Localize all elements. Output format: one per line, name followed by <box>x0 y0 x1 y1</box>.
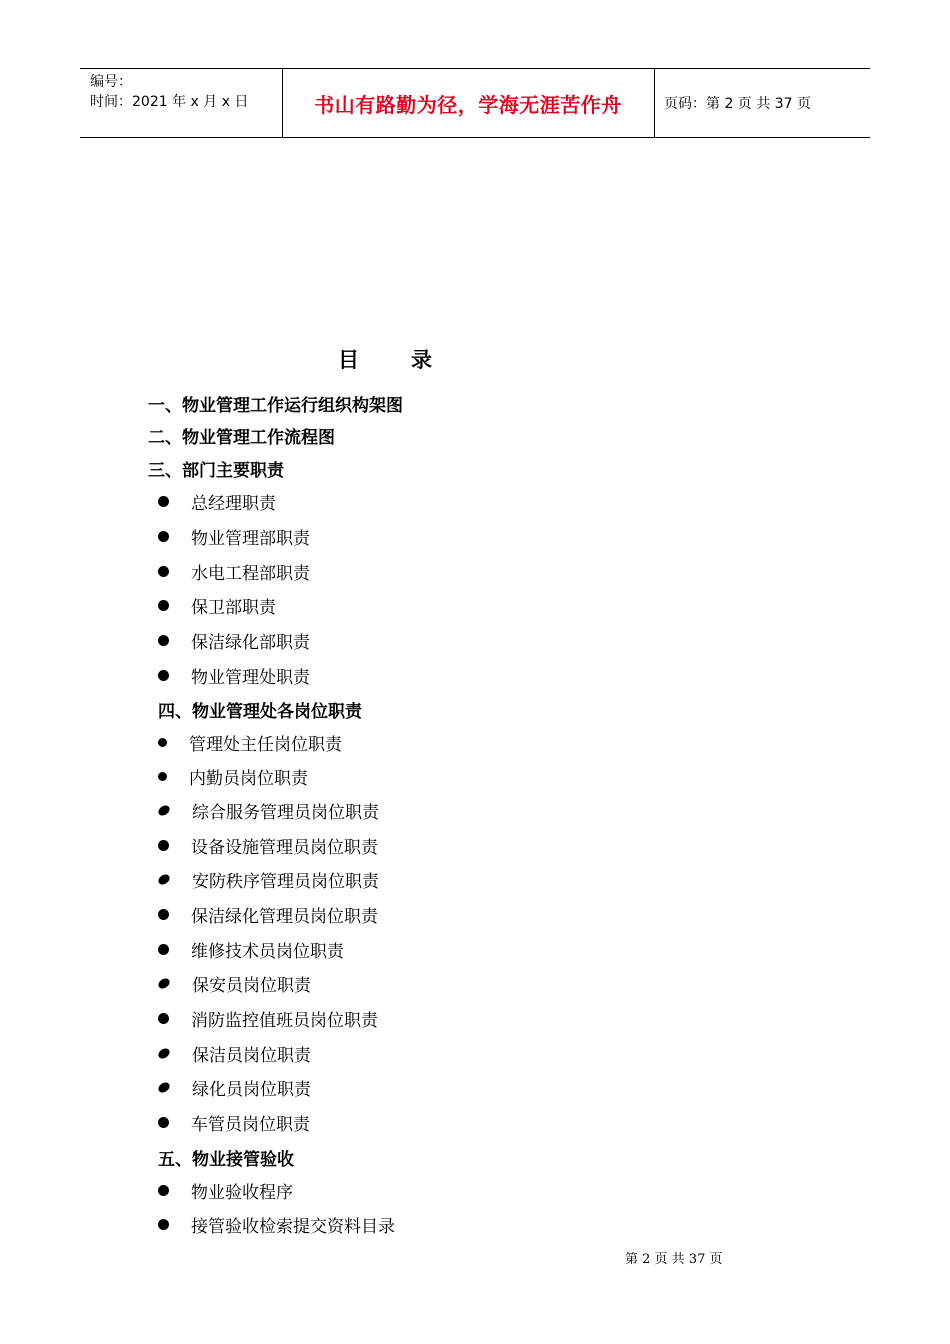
header-left-cell <box>90 72 248 112</box>
toc-item: 物业验收程序 <box>158 1178 293 1203</box>
bullet-icon <box>157 1046 172 1060</box>
bullet-icon <box>158 496 169 507</box>
toc-item: 保洁绿化部职责 <box>158 628 310 653</box>
page-header <box>80 68 870 138</box>
toc-item: 综合服务管理员岗位职责 <box>158 798 379 823</box>
bullet-icon <box>157 1080 172 1094</box>
header-motto: 书山有路勤为径，学海无涯苦作舟 <box>314 92 622 117</box>
toc-item: 物业管理处职责 <box>158 663 310 688</box>
bullet-icon <box>158 1219 169 1230</box>
bullet-icon <box>158 566 169 577</box>
toc-item: 安防秩序管理员岗位职责 <box>158 867 379 892</box>
bullet-icon <box>158 1013 169 1024</box>
toc-title <box>338 344 432 374</box>
toc-item: 水电工程部职责 <box>158 559 310 584</box>
toc-item: 接管验收检索提交资料目录 <box>158 1212 395 1237</box>
toc-item: 绿化员岗位职责 <box>158 1075 311 1100</box>
bullet-icon <box>158 944 169 955</box>
toc-title-left: 目 <box>338 347 359 372</box>
toc-item: 内勤员岗位职责 <box>158 764 308 789</box>
bullet-icon <box>158 772 167 781</box>
bullet-icon <box>158 531 169 542</box>
toc-title-right: 录 <box>411 347 432 372</box>
bullet-icon <box>158 840 169 851</box>
bullet-icon <box>157 803 172 817</box>
number-label: 编号： <box>90 74 132 90</box>
toc-item: 车管员岗位职责 <box>158 1110 310 1135</box>
toc-item: 消防监控值班员岗位职责 <box>158 1006 378 1031</box>
bullet-icon <box>158 635 169 646</box>
bullet-icon <box>158 600 169 611</box>
bullet-icon <box>158 670 169 681</box>
toc-item: 管理处主任岗位职责 <box>158 730 342 755</box>
toc-section: 三、部门主要职责 <box>148 461 284 481</box>
bullet-icon <box>158 738 167 747</box>
bullet-icon <box>158 1185 169 1196</box>
toc-section: 一、物业管理工作运行组织构架图 <box>148 396 403 416</box>
header-page-info: 页码：第 2 页 共 37 页 <box>664 96 811 112</box>
bullet-icon <box>158 909 169 920</box>
toc-section: 五、物业接管验收 <box>158 1150 294 1170</box>
time-label: 时间：2021 年 x 月 x 日 <box>90 94 249 110</box>
toc-item: 保洁员岗位职责 <box>158 1041 311 1066</box>
toc-item: 设备设施管理员岗位职责 <box>158 833 378 858</box>
page-footer: 第 2 页 共 37 页 <box>625 1252 723 1267</box>
toc-item: 保洁绿化管理员岗位职责 <box>158 902 378 927</box>
header-divider <box>654 69 655 137</box>
toc-item: 总经理职责 <box>158 489 276 514</box>
toc-item: 维修技术员岗位职责 <box>158 937 344 962</box>
toc-item: 保安员岗位职责 <box>158 971 311 996</box>
bullet-icon <box>157 872 172 886</box>
toc-item: 物业管理部职责 <box>158 524 310 549</box>
bullet-icon <box>158 1117 169 1128</box>
toc-section: 二、物业管理工作流程图 <box>148 428 335 448</box>
bullet-icon <box>157 976 172 990</box>
toc-section: 四、物业管理处各岗位职责 <box>158 702 362 722</box>
toc-item: 保卫部职责 <box>158 593 276 618</box>
